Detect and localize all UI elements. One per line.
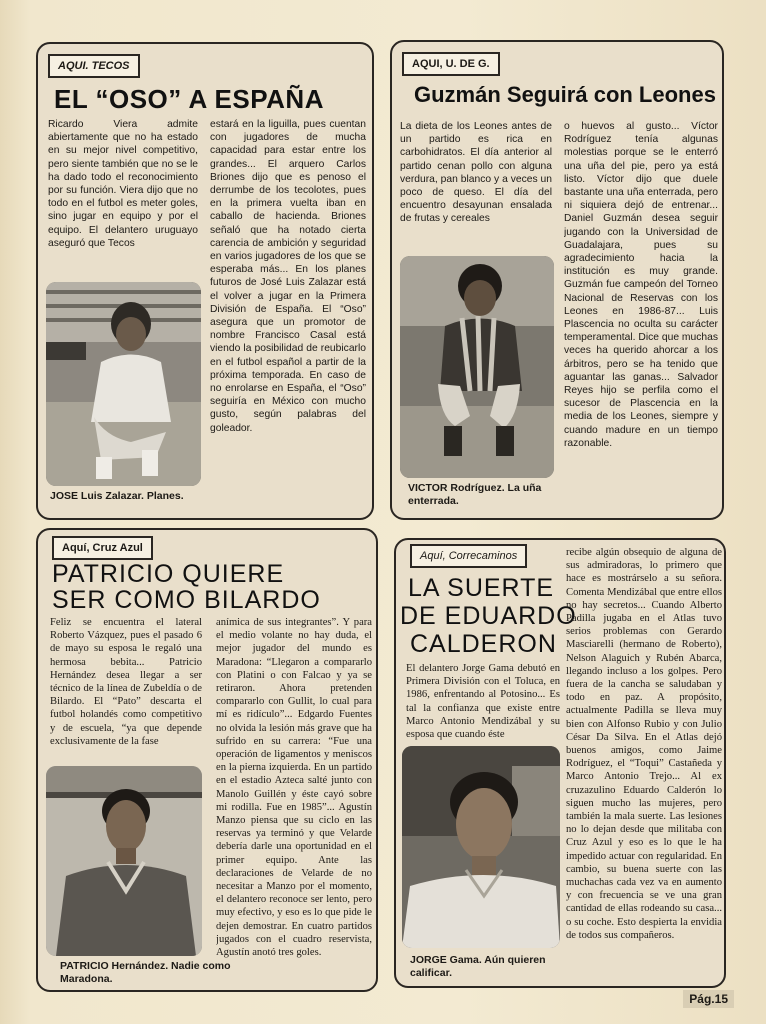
article-correcaminos (394, 538, 726, 988)
photo-caption: JOSE Luis Zalazar. Planes. (50, 490, 184, 502)
article-column-1: Feliz se encuentra el lateral Roberto Vázquez, pues el pasado 6 de mayo su esposa le regaló una hermosa bebita... Patricio Hernández desea llegar a ser técnico de la línea de Zubeldía o de Bilardo. El “Pato” descarta el futbol holandés como competitivo y de escuela, “ya que depende exclusivamente de la fase (50, 617, 202, 747)
article-tecos (36, 42, 374, 520)
section-tag: AQUI. TECOS (48, 54, 140, 78)
article-headline-line-1: LA SUERTE (408, 574, 555, 602)
player-photo-image (402, 746, 560, 948)
section-tag: Aquí, Cruz Azul (52, 536, 153, 560)
article-column-2: o huevos al gusto... Víctor Rodríguez tenía algunas molestias porque se le enterró una uña del pie, pero ya está listo. Víctor dijo que duele bastante una uña enterrada, pero ni siquiera dejó de entrenar... Daniel Guzmán desea seguir jugando con la Universidad de Guadalajara, pues su agradecimiento hacia la institución es muy grande. Guzmán fue campeón del Torneo Nacional de Reservas con los Leones en 1986-87... Luis Plascencia no oculta su carácter temperamental. Dice que muchas veces ha querido ahorcar a los árbitros, pero se ha tenido que aguantar las ganas... Salvador Reyes hijo se perfila como el sucesor de Plascencia en la media de los Leones, siempre y cuando madure en un tiempo razonable. (564, 121, 718, 449)
photo-caption: JORGE Gama. Aún quieren calificar. (410, 954, 546, 979)
article-column-1: El delantero Jorge Gama debutó en Primera División con el Toluca, en 1986, enfrentando al Potosino... Es tal la confianza que existe entre Marco Antonio Mendizábal y su esposa que cuando éste (406, 663, 560, 741)
article-udeg (390, 40, 724, 520)
player-photo (402, 746, 560, 948)
page-number: Pág.15 (683, 990, 734, 1008)
section-tag: Aquí, Correcaminos (410, 544, 527, 568)
photo-caption: PATRICIO Hernández. Nadie como Maradona. (60, 960, 231, 985)
player-photo-image (46, 766, 202, 956)
article-headline-line-3: CALDERON (410, 630, 557, 658)
player-photo-image (400, 256, 554, 478)
article-column-1: La dieta de los Leones antes de un partido es rica en carbohidratos. El día anterior al partido cenan pollo con alguna verdura, pan blanco y a veces un poco de queso. El día del encuentro desayunan ensalada de frutas y cereales (400, 121, 552, 225)
article-cruz-azul (36, 528, 378, 992)
article-column-1: Ricardo Viera admite abiertamente que no ha estado en su mejor nivel competitivo, pero siente también que no se le ha dado todo el reconocimiento por su función. Viera dijo que no todo en el futbol es meter goles, sino jugar en equipo y por el equipo. El delantero uruguayo aseguró que Tecos (48, 119, 198, 249)
article-headline: Guzmán Seguirá con Leones (414, 82, 716, 107)
player-photo (400, 256, 554, 478)
article-headline-line-1: PATRICIO QUIERE (52, 560, 285, 588)
article-headline: EL “OSO” A ESPAÑA (54, 84, 324, 114)
player-photo (46, 766, 202, 956)
photo-caption: VICTOR Rodríguez. La uña enterrada. (408, 482, 542, 507)
section-tag: AQUI, U. DE G. (402, 52, 500, 76)
article-column-2: estará en la liguilla, pues cuentan con jugadores de mucha capacidad para estar entre los grandes... El arquero Carlos Briones dijo que es penoso el derrumbe de los tecolotes, pues en la primera vuelta iban en caballo de hacienda. Briones señaló que ha notado cierta carencia de ambición y seguridad en varios jugadores de los que se esperaba más... En los planes futuros de José Luis Zalazar está el volver a jugar en la Primera División de España. El “Oso” asegura que un promotor de nombre Francisco Casal está viendo la posibilidad de reubicarlo en el futbol español a partir de la próxima temporada. En caso de no enrolarse en España, el “Oso” seguiría en México con mucho gusto, según palabras del goleador. (210, 119, 366, 434)
article-headline-line-2: DE EDUARDO (400, 602, 577, 630)
article-column-2: anímica de sus integrantes”. Y para el medio volante no hay duda, el mejor jugador del mundo es Maradona: “Llegaron a compararlo con Platini o con Falcao y ya se retiraron. Ahora pretenden compararlo con Gullit, lo cual para mí es ridículo”... Edgardo Fuentes no olvida la lesión más grave que ha sufrido en su carrera: “Fue una operación de ligamentos y meniscos en la pierna izquierda. En un partido en el estadio Azteca salté junto con Manolo Guillén y éste cayó sobre mi rodilla. Fue en 1985”... Agustín Manzo piensa que su ciclo en las reservas ya terminó y que Velarde debería darle una oportunidad en el primer equipo. Ante las declaraciones de Velarde de no necesitar a Manzo por el momento, el delantero reconoce ser lento, pero muy efectivo, y eso es lo que pide le dejen demostrar. En cuatro partidos jugados con el cuadro reservista, Agustín anotó tres goles. (216, 617, 372, 959)
article-column-2: recibe algún obsequio de alguna de sus admiradoras, lo primero que hace es mostrárselo a su señora. Comenta Mendizábal que entre ellos no hay secretos... Cuando Alberto Padilla jugaba en el Atlas tuvo serios problemas con Gerardo Masciarelli (hermano de Roberto), Nelson Alaguich y Rubén Abarca, llegando incluso a los golpes. Pero fuera de la cancha se saludaban y todo en paz. A propósito, actualmente Padilla se lleva muy bien con Alfonso Rubio y con Julio César Da Silva. En el Atlas dejó buenos amigos, como Jaime Rodríguez, el “Toqui” Castañeda y Marco Antonio Trejo... Al ex cruzazulino Eduardo Calderón lo siguen mucho las mujeres, pero también la mala suerte. Las lesiones no lo dejan desde que militaba con Cruz Azul y eso es lo que le ha impedido actuar con regularidad. En cambio, su buena suerte con las muchachas cada vez va en aumento y con frecuencia se ve una gran cantidad de ellas rodeando su casa... o su coche. Esto despierta la envidia de todos sus compañeros. (566, 547, 722, 941)
player-photo-image (46, 282, 201, 486)
article-headline-line-2: SER COMO BILARDO (52, 586, 321, 614)
player-photo (46, 282, 201, 486)
